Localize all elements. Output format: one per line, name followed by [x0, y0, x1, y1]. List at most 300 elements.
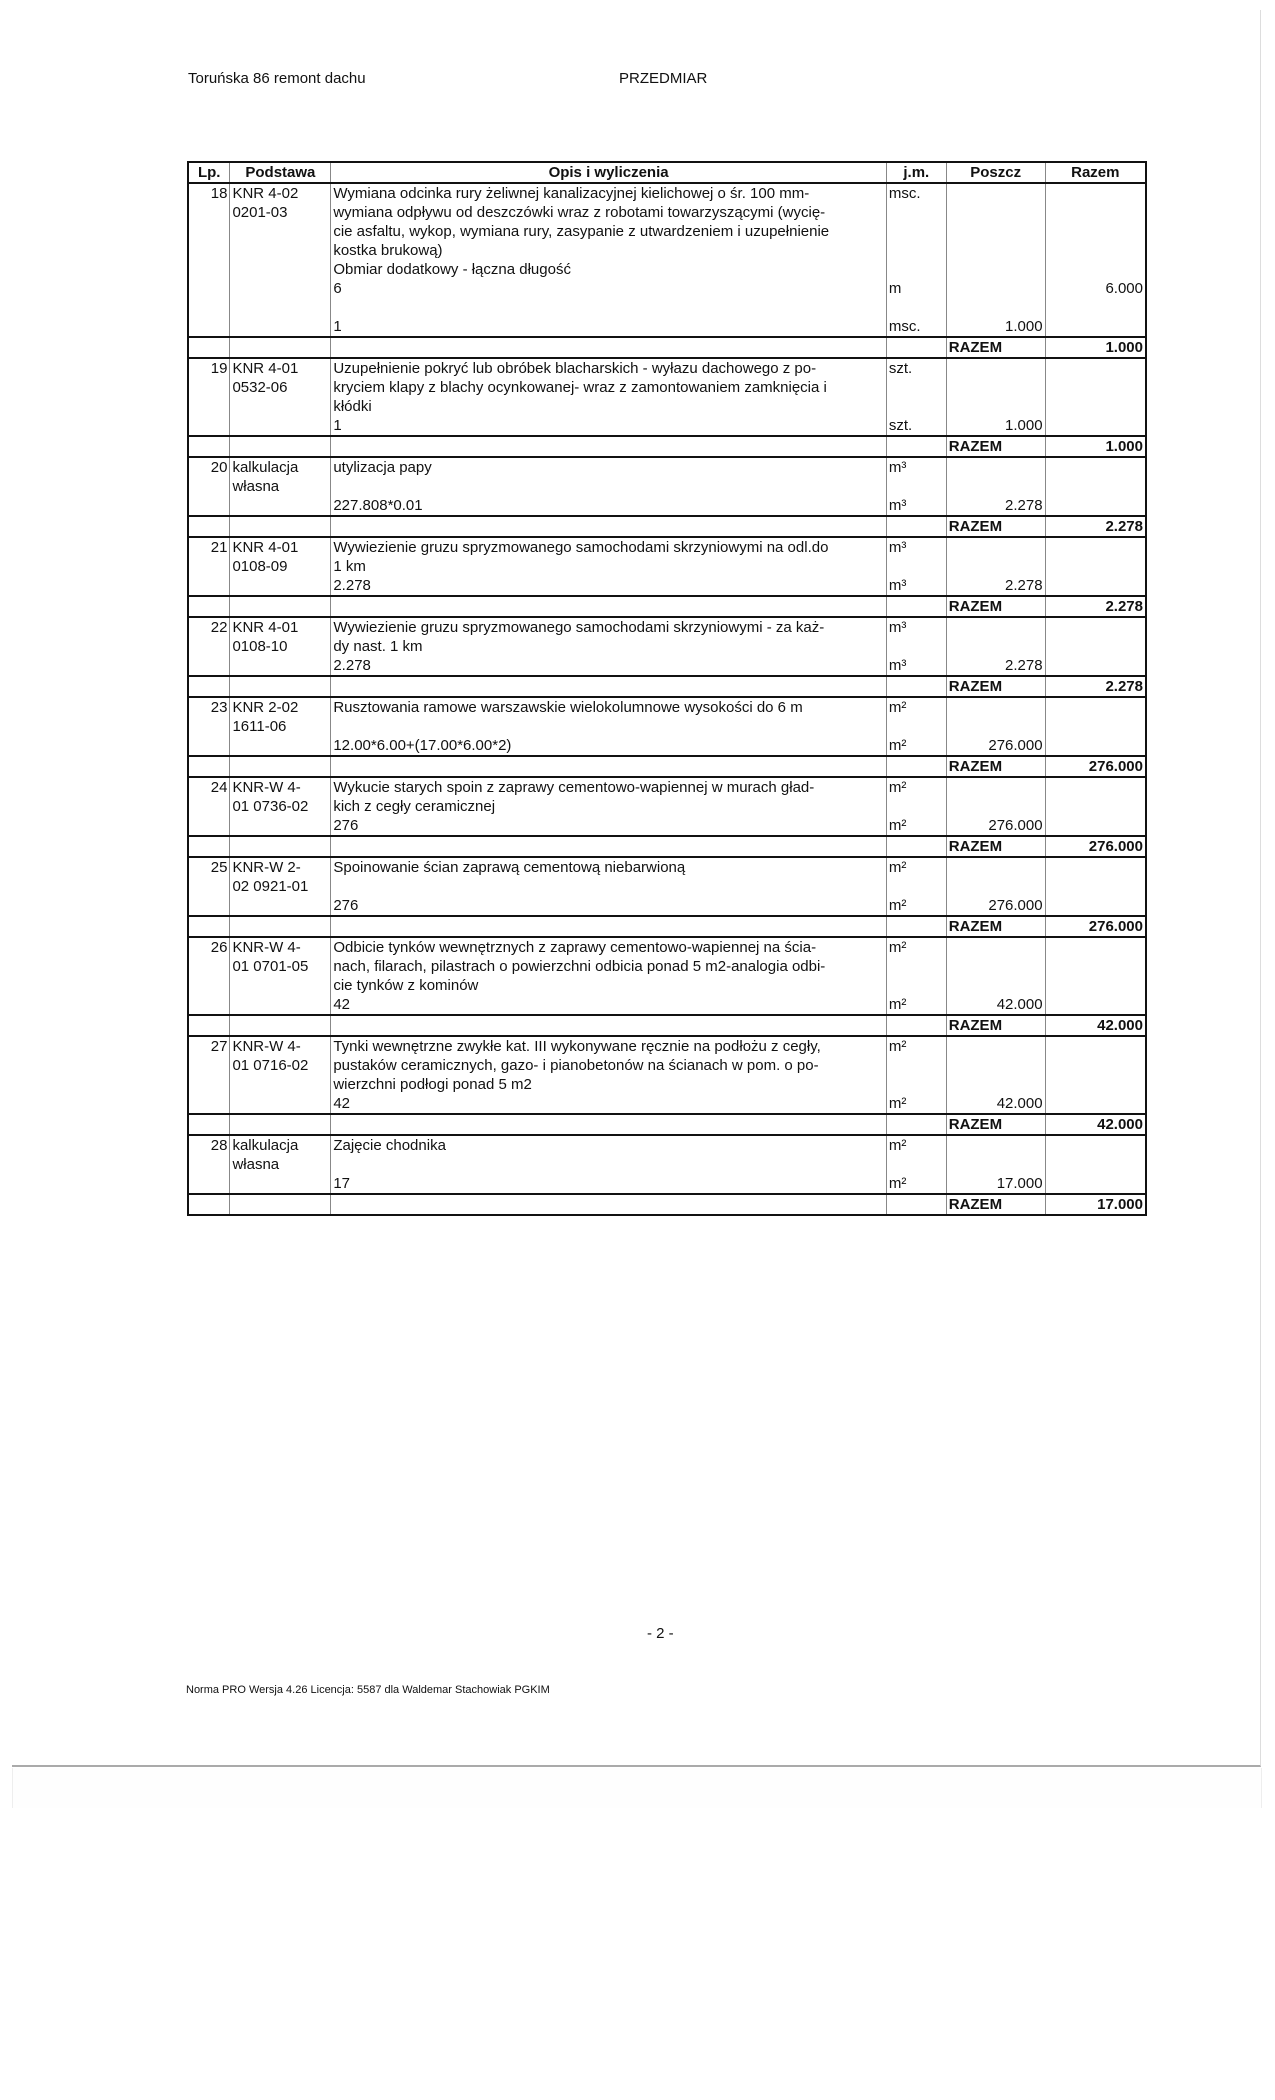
razem-row [188, 916, 1146, 937]
razem-row [188, 516, 1146, 537]
razem-line [1048, 576, 1143, 595]
podstawa-line: KNR 4-02 [232, 185, 299, 202]
razem-value: 42.000 [1045, 1015, 1146, 1036]
poszcz-line: 2.278 [1005, 577, 1043, 594]
razem-value: 17.000 [1045, 1194, 1146, 1215]
jm-line: m² [888, 1095, 907, 1112]
poszcz-line: 2.278 [1005, 657, 1043, 674]
cell-empty [331, 676, 886, 697]
table-row [188, 1036, 1146, 1114]
poszcz-line [949, 698, 1043, 717]
cell-opis [331, 697, 886, 756]
opis-line: Wywiezienie gruzu spryzmowanego samochodami skrzyniowymi na odl.do [333, 539, 829, 556]
opis-line: Rusztowania ramowe warszawskie wielokolumnowe wysokości do 6 m [333, 699, 803, 716]
opis-line: Zajęcie chodnika [333, 1137, 446, 1154]
cell-lp: 24 [188, 777, 230, 836]
next-page-edge [12, 1768, 1262, 1808]
opis-line [333, 477, 883, 496]
jm-line: m² [888, 699, 907, 716]
cell-empty [886, 436, 946, 457]
jm-line [889, 1075, 944, 1094]
column-header-podstawa: Podstawa [230, 162, 331, 183]
razem-label: RAZEM [946, 596, 1045, 617]
opis-line: 276 [333, 817, 359, 834]
cell-poszcz [946, 537, 1045, 596]
podstawa-line: KNR 2-02 [232, 699, 299, 716]
cell-podstawa [230, 183, 331, 337]
opis-line: Wywiezienie gruzu spryzmowanego samochodami skrzyniowymi - za każ- [333, 619, 825, 636]
razem-line [1048, 557, 1143, 576]
opis-line: 17 [333, 1175, 351, 1192]
razem-line [1048, 1136, 1143, 1155]
cell-empty [230, 1194, 331, 1215]
razem-label: RAZEM [946, 1015, 1045, 1036]
podstawa-line: 1611-06 [232, 718, 287, 735]
razem-line [1048, 858, 1143, 877]
cell-empty [331, 516, 886, 537]
razem-line [1048, 1155, 1143, 1174]
cell-jm [886, 183, 946, 337]
poszcz-line [949, 458, 1043, 477]
cell-poszcz [946, 1036, 1045, 1114]
cell-empty [188, 756, 230, 777]
jm-line [889, 1155, 944, 1174]
cell-empty [188, 1114, 230, 1135]
razem-label: RAZEM [946, 337, 1045, 358]
opis-line: kich z cegły ceramicznej [333, 798, 496, 815]
jm-line [889, 241, 944, 260]
poszcz-line [949, 976, 1043, 995]
opis-line: 1 [333, 318, 342, 335]
cell-podstawa [230, 777, 331, 836]
cell-lp: 27 [188, 1036, 230, 1114]
table-header-row [188, 162, 1146, 183]
razem-line [1048, 1174, 1143, 1193]
cell-empty [188, 596, 230, 617]
cell-empty [886, 596, 946, 617]
column-header-lp: Lp. [188, 162, 230, 183]
opis-line: dy nast. 1 km [333, 638, 423, 655]
jm-line: m³ [888, 497, 907, 514]
poszcz-line [949, 1155, 1043, 1174]
cell-razem [1045, 617, 1146, 676]
jm-line [889, 203, 944, 222]
poszcz-line [949, 858, 1043, 877]
cell-razem [1045, 358, 1146, 436]
poszcz-line [949, 938, 1043, 957]
cell-empty [188, 836, 230, 857]
razem-line [1048, 1037, 1143, 1056]
cell-podstawa [230, 617, 331, 676]
cell-lp: 18 [188, 183, 230, 337]
opis-line: Uzupełnienie pokryć lub obróbek blacharskich - wyłazu dachowego z po- [333, 360, 817, 377]
cell-empty [331, 436, 886, 457]
podstawa-line: KNR-W 4- [232, 779, 301, 796]
opis-line: Tynki wewnętrzne zwykłe kat. III wykonywane ręcznie na podłożu z cegły, [333, 1038, 821, 1055]
jm-line: szt. [888, 417, 913, 434]
cell-opis [331, 857, 886, 916]
poszcz-line [949, 877, 1043, 896]
razem-value: 1.000 [1045, 436, 1146, 457]
cell-jm [886, 937, 946, 1015]
opis-line: Wykucie starych spoin z zaprawy cementowo-wapiennej w murach gład- [333, 779, 815, 796]
poszcz-line [949, 397, 1043, 416]
software-license-footer: Norma PRO Wersja 4.26 Licencja: 5587 dla Waldemar Stachowiak PGKIM [186, 1684, 550, 1696]
razem-line [1048, 458, 1143, 477]
opis-line: 2.278 [333, 657, 371, 674]
cell-empty [331, 1114, 886, 1135]
razem-line [1048, 938, 1143, 957]
cell-poszcz [946, 777, 1045, 836]
cell-opis [331, 537, 886, 596]
razem-row [188, 596, 1146, 617]
page-number: - 2 - [647, 1625, 674, 1642]
cell-jm [886, 1135, 946, 1194]
podstawa-line: kalkulacja [232, 1137, 299, 1154]
cell-empty [188, 1194, 230, 1215]
razem-line [1048, 477, 1143, 496]
cell-empty [886, 516, 946, 537]
razem-line [1048, 260, 1143, 279]
cell-empty [886, 836, 946, 857]
razem-label: RAZEM [946, 516, 1045, 537]
razem-line [1048, 317, 1143, 336]
opis-line [333, 717, 883, 736]
cell-empty [886, 1015, 946, 1036]
cell-empty [886, 916, 946, 937]
cell-razem [1045, 857, 1146, 916]
jm-line [889, 378, 944, 397]
opis-line [333, 877, 883, 896]
cell-razem [1045, 537, 1146, 596]
razem-row [188, 1015, 1146, 1036]
cell-poszcz [946, 937, 1045, 1015]
cell-empty [886, 676, 946, 697]
poszcz-line [949, 359, 1043, 378]
cell-lp: 26 [188, 937, 230, 1015]
jm-line: m³ [888, 539, 907, 556]
cell-poszcz [946, 697, 1045, 756]
razem-value: 2.278 [1045, 516, 1146, 537]
jm-line: m³ [888, 577, 907, 594]
table-row [188, 617, 1146, 676]
cell-empty [188, 516, 230, 537]
cell-opis [331, 617, 886, 676]
opis-line: nach, filarach, pilastrach o powierzchni odbicia ponad 5 m2-analogia odbi- [333, 958, 826, 975]
poszcz-line [949, 1056, 1043, 1075]
cell-poszcz [946, 183, 1045, 337]
podstawa-line: 01 0716-02 [232, 1057, 309, 1074]
cell-lp: 25 [188, 857, 230, 916]
cell-podstawa [230, 358, 331, 436]
razem-label: RAZEM [946, 1114, 1045, 1135]
poszcz-line [949, 1075, 1043, 1094]
razem-line [1048, 717, 1143, 736]
cell-podstawa [230, 1135, 331, 1194]
cell-empty [331, 916, 886, 937]
poszcz-line [949, 477, 1043, 496]
poszcz-line [949, 260, 1043, 279]
jm-line: m² [888, 737, 907, 754]
poszcz-line [949, 797, 1043, 816]
table-row [188, 857, 1146, 916]
cell-razem [1045, 777, 1146, 836]
poszcz-line: 276.000 [988, 817, 1043, 834]
cell-empty [886, 337, 946, 358]
cell-podstawa [230, 1036, 331, 1114]
razem-value: 276.000 [1045, 756, 1146, 777]
jm-line: m [888, 280, 902, 297]
opis-line: kryciem klapy z blachy ocynkowanej- wraz z zamontowaniem zamknięcia i [333, 379, 827, 396]
table-row [188, 537, 1146, 596]
razem-row [188, 1114, 1146, 1135]
column-header-opis: Opis i wyliczenia [331, 162, 886, 183]
jm-line: m³ [888, 459, 907, 476]
jm-line: m² [888, 1038, 907, 1055]
cell-podstawa [230, 697, 331, 756]
cell-empty [886, 1194, 946, 1215]
razem-value: 276.000 [1045, 916, 1146, 937]
cell-empty [230, 436, 331, 457]
opis-line: cie tynków z kominów [333, 977, 479, 994]
razem-line [1048, 877, 1143, 896]
cell-empty [886, 1114, 946, 1135]
cell-lp: 23 [188, 697, 230, 756]
jm-line [889, 557, 944, 576]
cell-jm [886, 777, 946, 836]
podstawa-line: kalkulacja [232, 459, 299, 476]
cell-jm [886, 457, 946, 516]
jm-line: m² [888, 996, 907, 1013]
razem-line [1048, 298, 1143, 317]
cell-empty [230, 916, 331, 937]
jm-line: m² [888, 939, 907, 956]
cell-lp: 19 [188, 358, 230, 436]
jm-line [889, 877, 944, 896]
jm-line: m³ [888, 619, 907, 636]
razem-line [1048, 416, 1143, 435]
jm-line [889, 976, 944, 995]
opis-line: 1 km [333, 558, 366, 575]
jm-line: m² [888, 817, 907, 834]
razem-line [1048, 797, 1143, 816]
razem-label: RAZEM [946, 436, 1045, 457]
cell-razem [1045, 457, 1146, 516]
cell-empty [230, 596, 331, 617]
razem-value: 2.278 [1045, 676, 1146, 697]
poszcz-line [949, 557, 1043, 576]
poszcz-line [949, 241, 1043, 260]
opis-line: utylizacja papy [333, 459, 432, 476]
opis-line: Obmiar dodatkowy - łączna długość [333, 261, 571, 278]
cell-opis [331, 457, 886, 516]
cell-jm [886, 857, 946, 916]
cell-opis [331, 1135, 886, 1194]
podstawa-line: 0108-09 [232, 558, 288, 575]
cell-podstawa [230, 937, 331, 1015]
poszcz-line [949, 1037, 1043, 1056]
cell-razem [1045, 697, 1146, 756]
cell-poszcz [946, 1135, 1045, 1194]
razem-value: 42.000 [1045, 1114, 1146, 1135]
table-row [188, 777, 1146, 836]
cell-empty [188, 916, 230, 937]
razem-line [1048, 656, 1143, 675]
cell-empty [331, 1015, 886, 1036]
poszcz-line: 2.278 [1005, 497, 1043, 514]
razem-row [188, 436, 1146, 457]
opis-line: wierzchni podłogi ponad 5 m2 [333, 1076, 532, 1093]
cell-jm [886, 358, 946, 436]
poszcz-line [949, 957, 1043, 976]
opis-line: 2.278 [333, 577, 371, 594]
jm-line: m³ [888, 657, 907, 674]
table-body [188, 183, 1146, 1215]
razem-line [1048, 241, 1143, 260]
jm-line [889, 397, 944, 416]
razem-value: 2.278 [1045, 596, 1146, 617]
razem-row [188, 836, 1146, 857]
cell-lp: 28 [188, 1135, 230, 1194]
razem-line [1048, 896, 1143, 915]
razem-line [1048, 698, 1143, 717]
podstawa-line: KNR-W 4- [232, 939, 301, 956]
cell-podstawa [230, 457, 331, 516]
opis-line: kłódki [333, 398, 372, 415]
cell-razem [1045, 1135, 1146, 1194]
razem-line [1048, 359, 1143, 378]
podstawa-line: KNR-W 4- [232, 1038, 301, 1055]
razem-label: RAZEM [946, 1194, 1045, 1215]
jm-line: m² [888, 897, 907, 914]
document-header-type: PRZEDMIAR [619, 70, 708, 87]
opis-line: pustaków ceramicznych, gazo- i pianobetonów na ścianach w pom. o po- [333, 1057, 819, 1074]
column-header-razem: Razem [1045, 162, 1146, 183]
cell-empty [886, 756, 946, 777]
jm-line: msc. [888, 318, 921, 335]
razem-line [1048, 976, 1143, 995]
cell-poszcz [946, 617, 1045, 676]
razem-line [1048, 378, 1143, 397]
cell-empty [188, 337, 230, 358]
poszcz-line [949, 778, 1043, 797]
cell-opis [331, 777, 886, 836]
column-header-poszcz: Poszcz [946, 162, 1045, 183]
jm-line: m² [888, 1137, 907, 1154]
cell-empty [188, 436, 230, 457]
razem-value: 276.000 [1045, 836, 1146, 857]
opis-line: Spoinowanie ścian zaprawą cementową niebarwioną [333, 859, 686, 876]
cell-opis [331, 937, 886, 1015]
poszcz-line: 42.000 [996, 996, 1043, 1013]
table-row [188, 358, 1146, 436]
cell-jm [886, 537, 946, 596]
cell-jm [886, 697, 946, 756]
poszcz-line [949, 637, 1043, 656]
podstawa-line: 0108-10 [232, 638, 288, 655]
cell-razem [1045, 183, 1146, 337]
razem-label: RAZEM [946, 756, 1045, 777]
podstawa-line: 02 0921-01 [232, 878, 309, 895]
razem-label: RAZEM [946, 676, 1045, 697]
razem-row [188, 1194, 1146, 1215]
podstawa-line: KNR 4-01 [232, 539, 299, 556]
cell-podstawa [230, 857, 331, 916]
jm-line: msc. [888, 185, 921, 202]
opis-line: 42 [333, 996, 351, 1013]
razem-line [1048, 1094, 1143, 1113]
razem-line [1048, 184, 1143, 203]
opis-line: kostka brukową) [333, 242, 443, 259]
column-header-jm: j.m. [886, 162, 946, 183]
poszcz-line: 42.000 [996, 1095, 1043, 1112]
cell-poszcz [946, 358, 1045, 436]
document-header-title: Toruńska 86 remont dachu [188, 70, 366, 87]
jm-line [889, 717, 944, 736]
opis-line: 42 [333, 1095, 351, 1112]
jm-line: szt. [888, 360, 913, 377]
jm-line [889, 298, 944, 317]
razem-label: RAZEM [946, 836, 1045, 857]
cell-empty [230, 676, 331, 697]
table-row [188, 183, 1146, 337]
jm-line: m² [888, 859, 907, 876]
cell-empty [230, 337, 331, 358]
cell-empty [331, 756, 886, 777]
cell-poszcz [946, 457, 1045, 516]
przedmiar-table [187, 161, 1147, 1216]
razem-line [1048, 1056, 1143, 1075]
razem-line [1048, 397, 1143, 416]
poszcz-line [949, 1136, 1043, 1155]
cell-opis [331, 358, 886, 436]
cell-razem [1045, 937, 1146, 1015]
podstawa-line: 0201-03 [232, 204, 288, 221]
table-row [188, 1135, 1146, 1194]
opis-line: Wymiana odcinka rury żeliwnej kanalizacyjnej kielichowej o śr. 100 mm- [333, 185, 810, 202]
poszcz-line [949, 378, 1043, 397]
podstawa-line: 0532-06 [232, 379, 288, 396]
podstawa-line: własna [232, 1156, 280, 1173]
cell-empty [331, 337, 886, 358]
cell-razem [1045, 1036, 1146, 1114]
razem-line [1048, 816, 1143, 835]
opis-line: 276 [333, 897, 359, 914]
razem-value: 1.000 [1045, 337, 1146, 358]
opis-line [333, 1155, 883, 1174]
razem-line [1048, 222, 1143, 241]
cell-opis [331, 183, 886, 337]
poszcz-line [949, 717, 1043, 736]
poszcz-line [949, 618, 1043, 637]
cell-jm [886, 617, 946, 676]
razem-line [1048, 1075, 1143, 1094]
opis-line: Odbicie tynków wewnętrznych z zaprawy cementowo-wapiennej na ścia- [333, 939, 817, 956]
table-row [188, 937, 1146, 1015]
table-row [188, 457, 1146, 516]
razem-line [1048, 995, 1143, 1014]
jm-line: m² [888, 1175, 907, 1192]
poszcz-line [949, 298, 1043, 317]
cell-empty [188, 676, 230, 697]
jm-line: m² [888, 779, 907, 796]
jm-line [889, 260, 944, 279]
jm-line [889, 637, 944, 656]
razem-line [1048, 538, 1143, 557]
poszcz-line: 1.000 [1005, 318, 1043, 335]
cell-empty [230, 756, 331, 777]
razem-label: RAZEM [946, 916, 1045, 937]
